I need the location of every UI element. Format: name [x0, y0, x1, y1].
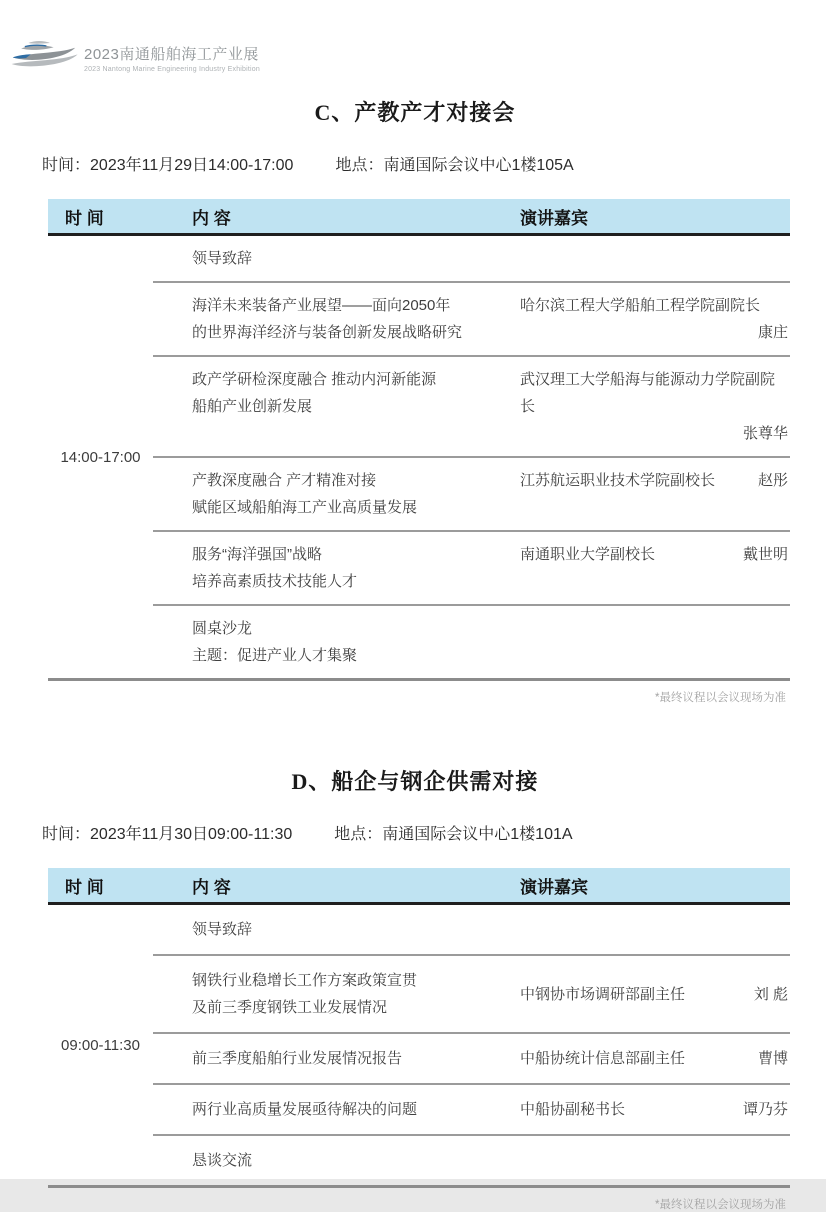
table-body — [48, 236, 790, 678]
table-row — [153, 905, 790, 954]
place-value: 南通国际会议中心1楼101A — [382, 826, 573, 843]
row-content — [153, 615, 520, 669]
content-line: 的世界海洋经济与装备创新发展战略研究 — [192, 324, 463, 341]
guest-name: 赵彤 — [757, 472, 788, 489]
content-line: 主题：促进产业人才集聚 — [192, 647, 358, 664]
row-content — [153, 1045, 520, 1072]
table-row — [153, 530, 790, 604]
row-content — [153, 541, 520, 595]
guest-org: 江苏航运职业技术学院副校长 — [520, 472, 716, 489]
time-range: 09:00-11:30 — [61, 1036, 140, 1054]
content-line: 赋能区域船舶海工产业高质量发展 — [192, 499, 418, 516]
agenda-table-c — [48, 199, 790, 681]
agenda-content — [40, 96, 790, 1212]
section-c-meta — [40, 152, 790, 175]
col-header-time: 时 间 — [65, 208, 104, 228]
footnote: *最终议程以会议现场为准 — [655, 692, 786, 704]
rows — [153, 236, 790, 678]
section-d — [40, 765, 790, 1212]
table-row — [153, 281, 790, 355]
table-header — [48, 199, 790, 236]
row-content — [153, 245, 520, 272]
agenda-table-d — [48, 868, 790, 1188]
table-row — [153, 1134, 790, 1185]
row-content — [153, 916, 520, 943]
content-line: 钢铁行业稳增长工作方案政策宣贯 — [192, 972, 418, 989]
section-c — [40, 96, 790, 705]
content-line: 及前三季度钢铁工业发展情况 — [192, 999, 388, 1016]
content-line: 前三季度船舶行业发展情况报告 — [192, 1050, 403, 1067]
row-guest — [520, 467, 790, 521]
time-label: 时间： — [42, 157, 91, 174]
row-guest — [520, 967, 790, 1021]
meta-time — [42, 821, 292, 844]
footnote: *最终议程以会议现场为准 — [655, 1199, 786, 1211]
guest-name: 谭乃芬 — [742, 1101, 788, 1118]
content-line: 培养高素质技术技能人才 — [192, 573, 358, 590]
place-value: 南通国际会议中心1楼105A — [383, 157, 574, 174]
section-c-title: C、产教产才对接会 — [314, 100, 516, 125]
guest-org: 南通职业大学副校长 — [520, 546, 656, 563]
guest-name: 刘 彪 — [753, 985, 788, 1003]
row-guest — [520, 615, 790, 669]
row-guest — [520, 541, 790, 595]
row-guest — [520, 1045, 790, 1072]
content-line: 海洋未来装备产业展望——面向2050年 — [192, 297, 451, 314]
table-row — [153, 1032, 790, 1083]
table-row — [153, 604, 790, 678]
section-d-title: D、船企与钢企供需对接 — [291, 769, 539, 794]
place-label: 地点： — [334, 826, 383, 843]
col-header-content: 内 容 — [192, 208, 231, 228]
guest-line — [520, 541, 788, 568]
meta-place — [335, 152, 573, 175]
guest-org: 中钢协市场调研部副主任 — [520, 985, 686, 1003]
guest-name: 戴世明 — [742, 546, 788, 563]
time-label: 时间： — [42, 826, 91, 843]
content-line: 两行业高质量发展亟待解决的问题 — [192, 1101, 418, 1118]
ship-icon — [8, 34, 80, 82]
time-range: 14:00-17:00 — [60, 448, 141, 466]
guest-org: 中船协副秘书长 — [520, 1101, 626, 1118]
row-content — [153, 1147, 520, 1174]
content-line: 产教深度融合 产才精准对接 — [192, 472, 377, 489]
row-content — [153, 1096, 520, 1123]
row-content — [153, 366, 520, 447]
content-line: 政产学研检深度融合 推动内河新能源 — [192, 371, 437, 388]
guest-line — [520, 467, 788, 494]
table-body — [48, 905, 790, 1185]
row-content — [153, 292, 520, 346]
col-header-guest: 演讲嘉宾 — [520, 208, 588, 228]
content-line: 圆桌沙龙 — [192, 620, 253, 637]
exhibition-logo — [8, 34, 260, 82]
row-guest — [520, 1147, 790, 1174]
row-content — [153, 467, 520, 521]
row-guest — [520, 1096, 790, 1123]
row-guest — [520, 292, 790, 346]
col-header-time: 时 间 — [65, 877, 104, 897]
place-label: 地点： — [335, 157, 384, 174]
col-header-guest: 演讲嘉宾 — [520, 877, 588, 897]
time-value: 2023年11月29日14:00-17:00 — [90, 157, 294, 174]
meta-place — [334, 821, 572, 844]
guest-line — [520, 981, 788, 1008]
table-row — [153, 1083, 790, 1134]
logo-subtitle: 2023 Nantong Marine Engineering Industry Exhibition — [84, 66, 260, 73]
content-line: 领导致辞 — [192, 921, 253, 938]
guest-org: 中船协统计信息部副主任 — [520, 1050, 686, 1067]
content-line: 领导致辞 — [192, 250, 253, 267]
time-value: 2023年11月30日09:00-11:30 — [90, 826, 293, 843]
row-guest — [520, 245, 790, 272]
section-d-meta — [40, 821, 790, 844]
row-guest — [520, 916, 790, 943]
guest-name: 张尊华 — [742, 425, 788, 442]
table-row — [153, 355, 790, 456]
table-header — [48, 868, 790, 905]
guest-line — [520, 1096, 788, 1123]
content-line: 恳谈交流 — [192, 1152, 253, 1169]
rows — [153, 905, 790, 1185]
row-content — [153, 967, 520, 1021]
row-guest — [520, 366, 790, 447]
content-line: 服务“海洋强国”战略 — [192, 546, 322, 563]
table-row — [153, 236, 790, 281]
logo-text — [84, 43, 260, 73]
col-header-content: 内 容 — [192, 877, 231, 897]
guest-name: 康庄 — [757, 324, 788, 341]
guest-org: 武汉理工大学船海与能源动力学院副院长 — [520, 371, 776, 415]
meta-time — [42, 152, 293, 175]
table-row — [153, 456, 790, 530]
table-row — [153, 954, 790, 1032]
guest-name: 曹博 — [757, 1050, 788, 1067]
content-line: 船舶产业创新发展 — [192, 398, 313, 415]
logo-title: 2023南通船舶海工产业展 — [84, 46, 259, 63]
guest-line — [520, 1045, 788, 1072]
guest-org: 哈尔滨工程大学船舶工程学院副院长 — [520, 297, 761, 314]
